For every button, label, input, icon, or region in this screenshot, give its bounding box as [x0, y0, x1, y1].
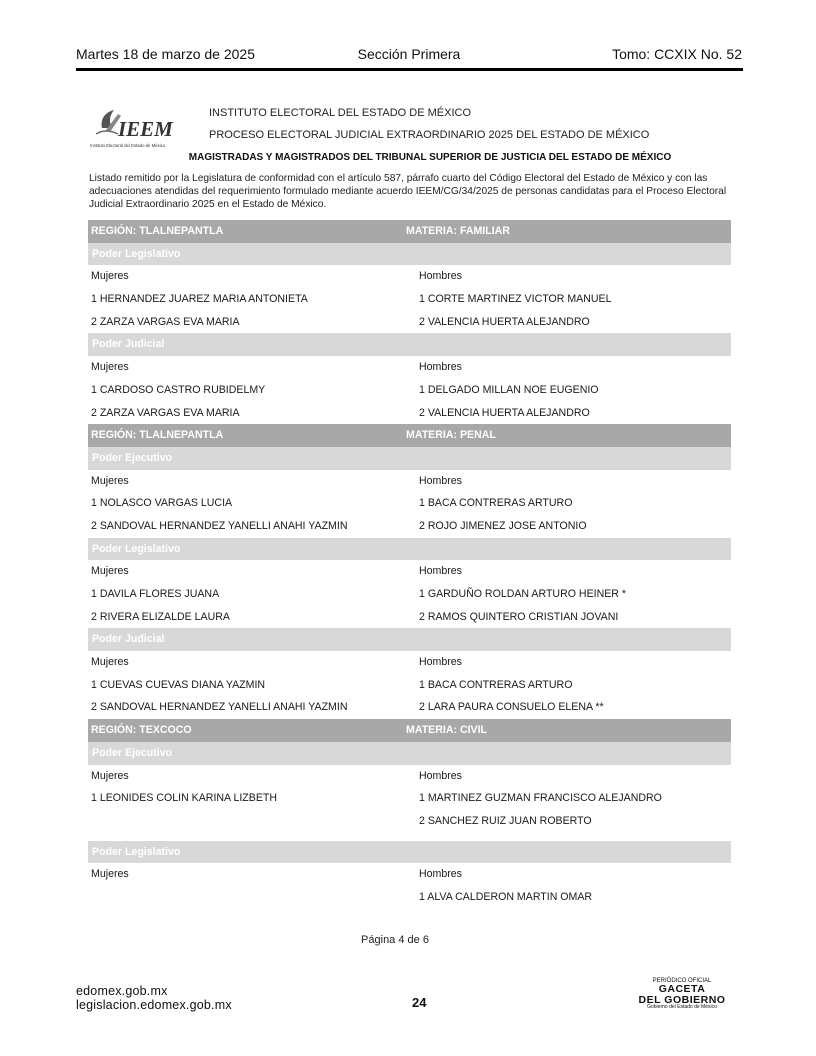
region-header-row: [88, 719, 731, 742]
cell-right: MATERIA: FAMILIAR: [406, 225, 510, 237]
footer-url-edomex[interactable]: edomex.gob.mx: [76, 984, 168, 998]
institution-name: INSTITUTO ELECTORAL DEL ESTADO DE MÉXICO: [209, 107, 472, 119]
cell-right: 2 VALENCIA HUERTA ALEJANDRO: [419, 315, 590, 328]
cell-right: Hombres: [419, 361, 462, 374]
cell-left: 2 RIVERA ELIZALDE LAURA: [91, 610, 230, 623]
cell-right: 1 GARDUÑO ROLDAN ARTURO HEINER *: [419, 588, 627, 600]
row-spacer: [88, 833, 731, 841]
cell-left: 1 LEONIDES COLIN KARINA LIZBETH: [91, 792, 278, 805]
header-rule: [76, 68, 743, 71]
cell-left: 2 SANDOVAL HERNANDEZ YANELLI ANAHI YAZMIN: [91, 519, 348, 532]
cell-right: 1 BACA CONTRERAS ARTURO: [419, 678, 573, 691]
footer-url-legislacion[interactable]: legislacion.edomex.gob.mx: [76, 998, 232, 1012]
page-label: Página 4 de 6: [361, 934, 429, 946]
candidate-row: [88, 696, 731, 719]
cell-left: Poder Judicial: [92, 633, 165, 646]
cell-right: 2 RAMOS QUINTERO CRISTIAN JOVANI: [419, 610, 619, 623]
cell-right: Hombres: [419, 769, 462, 782]
cell-left: 1 CUEVAS CUEVAS DIANA YAZMIN: [91, 678, 266, 691]
cell-right: Hombres: [419, 868, 462, 881]
cell-right: 2 LARA PAURA CONSUELO ELENA **: [419, 701, 604, 714]
cell-left: Mujeres: [91, 868, 129, 881]
cell-right: Hombres: [419, 565, 462, 578]
cell-left: 1 CARDOSO CASTRO RUBIDELMY: [91, 383, 266, 396]
gaceta-line3: DEL GOBIERNO: [638, 993, 726, 1006]
candidate-row: [88, 863, 731, 886]
footer-links: [76, 984, 232, 1012]
cell-left: Poder Legislativo: [92, 247, 181, 260]
candidate-row: [88, 810, 731, 833]
cell-left: Mujeres: [91, 270, 129, 283]
header-date: Martes 18 de marzo de 2025: [76, 46, 255, 62]
cell-left: Mujeres: [91, 769, 129, 782]
candidate-row: [88, 402, 731, 425]
page-number: 24: [412, 995, 427, 1010]
cell-left: Mujeres: [91, 474, 129, 487]
cell-left: Mujeres: [91, 361, 129, 374]
cell-right: MATERIA: CIVIL: [406, 724, 488, 737]
cell-right: Hombres: [419, 270, 462, 283]
candidate-row: [88, 674, 731, 697]
candidate-row: [88, 651, 731, 674]
cell-right: 2 SANCHEZ RUIZ JUAN ROBERTO: [419, 814, 592, 827]
poder-header-row: [88, 243, 731, 266]
candidate-row: [88, 787, 731, 810]
page-header: [76, 46, 742, 66]
cell-left: 2 SANDOVAL HERNANDEZ YANELLI ANAHI YAZMIN: [91, 701, 348, 714]
poder-header-row: [88, 742, 731, 765]
candidate-row: [88, 492, 731, 515]
cell-right: 1 ALVA CALDERON MARTIN OMAR: [419, 890, 593, 903]
cell-left: REGIÓN: TEXCOCO: [91, 724, 192, 737]
cell-left: Poder Judicial: [92, 338, 165, 351]
intro-paragraph: Listado remitido por la Legislatura de conformidad con el artículo 587, párrafo cuarto del Código Electoral del Estado de México y con las adecuaciones atendidas del requerimiento formulado mediante acuerdo IEEM/CG/34/2025 de personas candidatas para el Proceso Electoral Judicial Extraordinario 2025 en el Estado de México.: [89, 173, 727, 210]
candidate-row: [88, 265, 731, 288]
candidate-row: [88, 583, 731, 606]
cell-right: 1 BACA CONTRERAS ARTURO: [419, 497, 573, 510]
region-header-row: [88, 424, 731, 447]
cell-right: 2 ROJO JIMENEZ JOSE ANTONIO: [419, 519, 587, 532]
cell-right: Hombres: [419, 474, 462, 487]
candidate-row: [88, 765, 731, 788]
candidate-row: [88, 311, 731, 334]
cell-left: 1 NOLASCO VARGAS LUCIA: [91, 497, 233, 510]
poder-header-row: [88, 841, 731, 864]
cell-left: 1 HERNANDEZ JUAREZ MARIA ANTONIETA: [91, 293, 308, 306]
cell-right: 1 MARTINEZ GUZMAN FRANCISCO ALEJANDRO: [419, 792, 662, 805]
cell-left: Mujeres: [91, 565, 129, 578]
header-volume: Tomo: CCXIX No. 52: [612, 46, 742, 62]
candidates-table: [88, 220, 731, 909]
cell-right: MATERIA: PENAL: [406, 429, 496, 442]
cell-right: 1 DELGADO MILLAN NOE EUGENIO: [419, 383, 599, 396]
logo-subtitle: Instituto Electoral del Estado de México: [90, 143, 166, 148]
candidate-row: [88, 288, 731, 311]
poder-header-row: [88, 447, 731, 470]
cell-left: Poder Legislativo: [92, 845, 181, 858]
candidate-row: [88, 560, 731, 583]
ieem-logo: [88, 106, 188, 150]
cell-left: 1 DAVILA FLORES JUANA: [91, 588, 220, 600]
cell-left: Poder Ejecutivo: [92, 746, 173, 759]
cell-left: 2 ZARZA VARGAS EVA MARIA: [91, 315, 240, 328]
process-name: PROCESO ELECTORAL JUDICIAL EXTRAORDINARIO 2025 DEL ESTADO DE MÉXICO: [209, 129, 650, 141]
candidate-row: [88, 379, 731, 402]
cell-left: Mujeres: [91, 656, 129, 669]
cell-right: 1 CORTE MARTINEZ VICTOR MANUEL: [419, 293, 612, 306]
cell-left: REGIÓN: TLALNEPANTLA: [91, 225, 224, 237]
poder-header-row: [88, 538, 731, 561]
gaceta-line4: Gobierno del Estado de México: [647, 1004, 717, 1010]
gaceta-line2: GACETA: [658, 983, 706, 995]
poder-header-row: [88, 333, 731, 356]
cell-right: 2 VALENCIA HUERTA ALEJANDRO: [419, 406, 590, 419]
gaceta-line1: PERIÓDICO OFICIAL: [652, 978, 712, 984]
gaceta-logo: [636, 978, 728, 1010]
cell-left: 2 ZARZA VARGAS EVA MARIA: [91, 406, 240, 419]
cell-left: Poder Ejecutivo: [92, 451, 173, 464]
candidate-row: [88, 606, 731, 629]
logo-text: IEEM: [118, 117, 173, 141]
document-title: MAGISTRADAS Y MAGISTRADOS DEL TRIBUNAL SUPERIOR DE JUSTICIA DEL ESTADO DE MÉXICO: [188, 152, 672, 163]
candidate-row: [88, 886, 731, 909]
cell-right: Hombres: [419, 656, 462, 669]
region-header-row: [88, 220, 731, 243]
candidate-row: [88, 515, 731, 538]
candidate-row: [88, 470, 731, 493]
cell-left: REGIÓN: TLALNEPANTLA: [91, 429, 224, 442]
cell-left: Poder Legislativo: [92, 542, 181, 555]
poder-header-row: [88, 628, 731, 651]
candidate-row: [88, 356, 731, 379]
header-section: Sección Primera: [357, 46, 461, 62]
